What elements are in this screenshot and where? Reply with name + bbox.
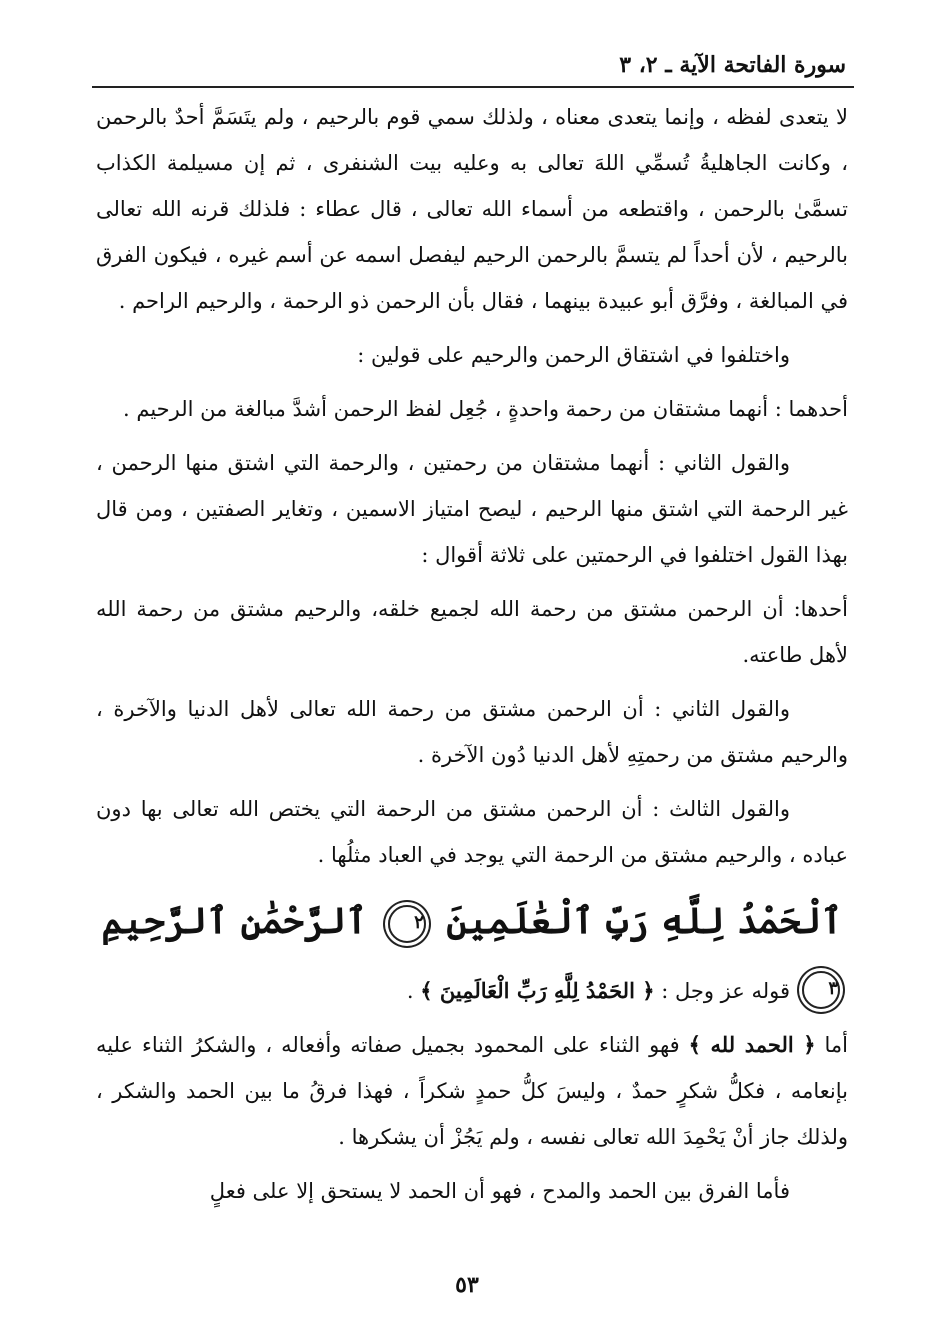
page-number: ٥٣: [455, 1272, 479, 1298]
quran-quote: ﴿ الحمد لله ﴾: [688, 1032, 816, 1057]
paragraph: والقول الثاني : أن الرحمن مشتق من رحمة الله تعالى لأهل الدنيا والآخرة ، والرحيم مشتق من رحمتِهِ لأهل الدنيا دُون الآخرة .: [96, 697, 848, 767]
verse-number-marker: ٣: [802, 971, 840, 1009]
paragraph: أحدها: أن الرحمن مشتق من رحمة الله لجميع خلقه، والرحيم مشتق من رحمة الله لأهل طاعته.: [96, 597, 848, 667]
surah-heading: سورة الفاتحة الآية ـ ٢، ٣: [619, 52, 846, 78]
page-body: [96, 94, 848, 1222]
paragraph: [96, 1022, 848, 1160]
paragraph: أحدهما : أنهما مشتقان من رحمة واحدةٍ ، جُعِل لفظ الرحمن أشدَّ مبالغة من الرحيم .: [123, 397, 848, 421]
paragraph-text: قوله عز وجل :: [654, 979, 790, 1003]
running-header: [92, 40, 854, 88]
verse-text: ٱلرَّحْمَٰنِ ٱلرَّحِيمِ: [101, 900, 368, 942]
paragraph-text: فهو الثناء على المحمود بجميل صفاته وأفعاله ، والشكرُ الثناء عليه بإنعامه ، فكلُّ شكرٍ حمدٌ ، وليسَ كلُّ حمدٍ شكراً ، فهذا فرقُ ما بين الحمد والشكر ، ولذلك جاز أنْ يَحْمِدَ الله تعالى نفسه ، ولم يَجُزْ أن يشكرها .: [96, 1033, 848, 1149]
paragraph-text: أما: [815, 1033, 849, 1057]
verse-number-marker: ٢: [388, 905, 426, 943]
paragraph: واختلفوا في اشتقاق الرحمن والرحيم على قولين :: [357, 343, 790, 367]
paragraph: [96, 968, 848, 1014]
paragraph: فأما الفرق بين الحمد والمدح ، فهو أن الحمد لا يستحق إلا على فعلٍ: [209, 1179, 790, 1203]
verse-text: ٱلْحَمْدُ لِلَّهِ رَبِّ ٱلْعَٰلَمِينَ: [446, 900, 843, 942]
paragraph: لا يتعدى لفظه ، وإنما يتعدى معناه ، ولذلك سمي قوم بالرحيم ، ولم يتَسَمَّ أحدٌ بالرحمن ، وكانت الجاهليةُ تُسمِّي اللهَ تعالى به وعليه بيت الشنفرى ، ثم إن مسيلمة الكذاب تسمَّىٰ بالرحمن ، واقتطعه من أسماء الله تعالى ، قال عطاء : فلذلك قرنه الله تعالى بالرحيم ، لأن أحداً لم يتسمَّ بالرحمن الرحيم ليفصل اسمه عن أسم غيره ، فيكون الفرق في المبالغة ، وفرَّق أبو عبيدة بينهما ، فقال بأن الرحمن ذو الرحمة ، والرحيم الراحم .: [96, 105, 848, 313]
paragraph: والقول الثالث : أن الرحمن مشتق من الرحمة التي يختص الله تعالى بها دون عباده ، والرحيم مشتق من الرحمة التي يوجد في العباد مثلُها .: [96, 797, 848, 867]
paragraph-text: .: [406, 979, 421, 1003]
paragraph: والقول الثاني : أنهما مشتقان من رحمتين ، والرحمة التي اشتق منها الرحمن ، غير الرحمة التي اشتق منها الرحيم ، ليصح امتياز الاسمين ، وتغاير الصفتين ، ومن قال بهذا القول اختلفوا في الرحمتين على ثلاثة أقوال :: [96, 451, 848, 567]
quran-quote: ﴿ الحَمْدُ لِلَّهِ رَبِّ الْعَالَمِينَ ﴾: [420, 978, 655, 1003]
